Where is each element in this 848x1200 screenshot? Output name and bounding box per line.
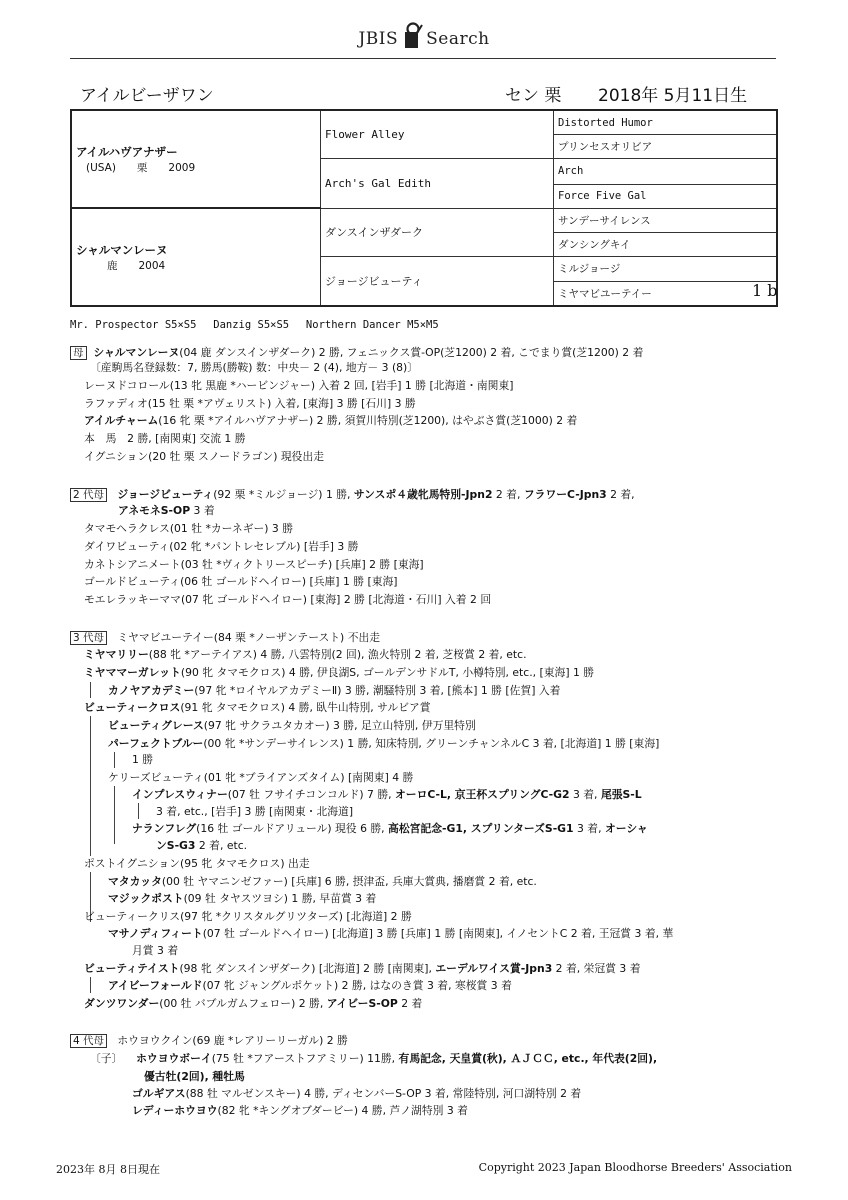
- tdf7-rec1: (00 牡 バブルガムフェロー) 2 勝,: [159, 997, 327, 1010]
- third-dam-ggfoal-1: [132, 788, 642, 802]
- third-dam-foal-5: ビューティークリス(97 牝 *クリスタルグリツターズ) [北海道] 2 勝: [84, 910, 412, 923]
- tdg8-name: アイビーフォールド: [108, 979, 203, 992]
- tdgg1-rec1: (07 牡 フサイチコンコルド) 7 勝,: [227, 788, 395, 801]
- dds: ミルジョージ: [554, 256, 778, 282]
- tdgg2-race3: ンS-G3: [156, 839, 196, 852]
- tdgg2-race: 高松宮記念-G1, スプリンターズS-G1: [388, 822, 574, 835]
- second-dam-rec1: (92 栗 *ミルジョージ) 1 勝,: [213, 488, 354, 501]
- tdg5-rec: (00 牡 ヤマニンゼファー) [兵庫] 6 勝, 摂津盃, 兵庫大賞典, 播磨賞 2 着, etc.: [161, 875, 537, 888]
- third-dam-grandfoal-3: [108, 737, 659, 751]
- tree-line: [90, 716, 91, 856]
- tdgg1-rec2: 3 着,: [569, 788, 601, 801]
- sibling-1: レーヌドコロール(13 牝 黒鹿 *ハービンジャー) 入着 2 回, [岩手] 1 勝 [北海道・南関東]: [84, 379, 514, 392]
- tdg7-name: マサノディフィート: [108, 927, 203, 940]
- horse-name: アイルビーザワン: [80, 86, 214, 106]
- second-dam-rec4: 3 着: [190, 504, 215, 517]
- dam-name-text: シャルマンレーヌ: [93, 346, 180, 359]
- jbis-logo: [0, 22, 848, 50]
- family-number: 1 b: [752, 281, 778, 300]
- sire-dam: Arch's Gal Edith: [321, 159, 554, 209]
- sibling-3-name: アイルチャーム: [84, 414, 159, 427]
- progeny-summary: 〔産駒馬名登録数：7, 勝馬(勝鞍) 数：中央－ 2 (4), 地方－ 3 (8)〕: [90, 361, 419, 374]
- tree-line: [114, 786, 115, 844]
- dam-name: シャルマンレーヌ: [76, 242, 168, 257]
- tdgg1-name: インプレスウィナー: [132, 788, 228, 801]
- tdf1-name: ミヤマリリー: [84, 648, 149, 661]
- fdf3-name: レディーホウヨウ: [132, 1104, 218, 1117]
- third-dam-ggfoal-2: [132, 822, 648, 836]
- sibling-5: イグニション(20 牡 栗 スノードラゴン) 現役出走: [84, 450, 325, 463]
- tdg8-rec: (07 牝 ジャングルポケット) 2 勝, はなのき賞 3 着, 寒桜賞 3 着: [202, 979, 512, 992]
- dam-dam: ジョージビューティ: [321, 256, 554, 306]
- fdf1-name: ホウヨウボーイ: [136, 1052, 212, 1065]
- dam-record: (04 鹿 ダンスインザダーク) 2 勝, フェニックス賞-OP(芝1200) 2 着, こでまり賞(芝1200) 2 着: [179, 346, 644, 359]
- tdg3-name: パーフェクトブルー: [108, 737, 204, 750]
- third-dam-foal-6: [84, 962, 641, 976]
- third-dam-grandfoal-3-cont: 1 勝: [132, 753, 154, 766]
- sdd: Force Five Gal: [554, 184, 778, 208]
- tdgg2-rec3: 2 着, etc.: [195, 839, 248, 852]
- second-dam-foal-5: モエレラッキーママ(07 牝 ゴールドヘイロー) [東海] 2 勝 [北海道・石川] 入着 2 回: [84, 593, 492, 606]
- logo-horse-icon: [400, 22, 424, 50]
- sss: Distorted Humor: [554, 110, 778, 135]
- dam-line: [70, 346, 643, 360]
- pedigree-table: [70, 109, 778, 307]
- ssd: プリンセスオリビア: [554, 135, 778, 159]
- fdf3-rec: (82 牝 *キングオブダービー) 4 勝, 芦ノ湖特別 3 着: [217, 1104, 468, 1117]
- fdf1-races: 有馬記念, 天皇賞(秋), ＡＪＣＣ, etc., 年代表(2回),: [398, 1052, 658, 1065]
- third-dam-foal-3: [84, 701, 431, 715]
- horse-sex-color: セン 栗: [505, 86, 562, 106]
- third-dam-ggfoal-1-cont: 3 着, etc., [岩手] 3 勝 [南関東・北海道]: [156, 805, 354, 818]
- second-dam-rec2: 2 着,: [492, 488, 524, 501]
- tdgg1-race: オーロC-L, 京王杯スプリングC-G2: [394, 788, 570, 801]
- third-dam-record: ミヤマビユーテイー(84 栗 *ノーザンテースト) 不出走: [117, 631, 381, 644]
- tdf7-race: アイビーS-OP: [326, 997, 398, 1010]
- second-dam-race1: サンスポ４歳牝馬特別-Jpn2: [353, 488, 493, 501]
- second-dam-foal-4: ゴールドビューティ(06 牡 ゴールドヘイロー) [兵庫] 1 勝 [東海]: [84, 575, 398, 588]
- third-dam-tag: 3 代母: [70, 631, 107, 645]
- tdf2-rec: (90 牝 タマモクロス) 4 勝, 伊良湖S, ゴールデンサドルT, 小樽特別, etc., [東海] 1 勝: [180, 666, 595, 679]
- dss: サンデーサイレンス: [554, 208, 778, 232]
- sire-cell: [71, 110, 321, 208]
- inbreeding-line: Mr. Prospector S5×S5 Danzig S5×S5 Northern Dancer M5×M5: [70, 319, 439, 331]
- tdf6-rec1: (98 牝 ダンスインザダーク) [北海道] 2 勝 [南関東],: [179, 962, 436, 975]
- second-dam-foal-2: ダイワビューティ(02 牝 *パントレセレブル) [岩手] 3 勝: [84, 540, 359, 553]
- sire-sire: Flower Alley: [321, 110, 554, 159]
- third-dam-grandfoal-6: [108, 892, 376, 906]
- fourth-dam-foal-1: [90, 1052, 657, 1066]
- tree-line: [90, 977, 91, 993]
- sire-name: アイルハヴアナザー: [76, 144, 178, 159]
- third-dam-foal-2: [84, 666, 594, 680]
- tdg5-name: マタカッタ: [108, 875, 162, 888]
- fourth-dam-tag: 4 代母: [70, 1034, 107, 1048]
- fourth-dam-foal-3: [132, 1104, 468, 1118]
- tdg1-rec: (97 牝 *ロイヤルアカデミーⅡ) 3 勝, 潮騒特別 3 着, [熊本] 1 勝 [佐賀] 入着: [194, 684, 561, 697]
- tdf7-name: ダンツワンダー: [84, 997, 160, 1010]
- tdgg2-rec1: (16 牡 ゴールドアリュール) 現役 6 勝,: [196, 822, 389, 835]
- horse-birthdate: 2018年 5月11日生: [598, 86, 748, 106]
- second-dam-line-cont: [118, 504, 215, 518]
- tdgg1-race2: 尾張S-L: [600, 788, 642, 801]
- dam-detail: 鹿 2004: [86, 259, 166, 272]
- fdf1-rec: (75 牡 *フアーストフアミリー) 11勝,: [211, 1052, 399, 1065]
- tdf6-rec2: 2 着, 栄冠賞 3 着: [552, 962, 641, 975]
- tdg1-name: カノヤアカデミー: [108, 684, 195, 697]
- header-divider: [70, 58, 776, 59]
- logo-text-right: Search: [426, 29, 490, 49]
- third-dam-grandfoal-2: [108, 719, 476, 733]
- tdf3-name: ビューティークロス: [84, 701, 181, 714]
- fourth-dam-record: ホウヨウクイン(69 鹿 *レアリーリーガル) 2 勝: [117, 1034, 348, 1047]
- tdf7-rec2: 2 着: [397, 997, 423, 1010]
- dam-tag: 母: [70, 346, 87, 360]
- tdgg2-race2: オーシャ: [604, 822, 648, 835]
- tdf1-rec: (88 牝 *アーテイアス) 4 勝, 八雲特別(2 回), 漁火特別 2 着, 芝桜賞 2 着, etc.: [148, 648, 527, 661]
- child-label: 〔子〕: [90, 1052, 123, 1065]
- fdf2-rec: (88 牡 マルゼンスキー) 4 勝, ディセンバーS-OP 3 着, 常陸特別, 河口湖特別 2 着: [185, 1087, 582, 1100]
- footer-date: 2023年 8月 8日現在: [56, 1163, 160, 1176]
- dsd: ダンシングキイ: [554, 232, 778, 256]
- fourth-dam-foal-2: [132, 1087, 581, 1101]
- sire-detail: (USA) 栗 2009: [86, 161, 196, 174]
- ddd: ミヤマビユーテイー: [554, 282, 778, 307]
- dam-sire: ダンスインザダーク: [321, 208, 554, 256]
- third-dam-foal-7: [84, 997, 422, 1011]
- second-dam-tag: 2 代母: [70, 488, 107, 502]
- tdg2-rec: (97 牝 サクラユタカオー) 3 勝, 足立山特別, 伊万里特別: [203, 719, 476, 732]
- sds: Arch: [554, 159, 778, 185]
- tdg3-rec: (00 牝 *サンデーサイレンス) 1 勝, 知床特別, グリーンチャンネルC 3 着, [北海道] 1 勝 [東海]: [203, 737, 660, 750]
- second-dam-foal-1: タマモヘラクレス(01 牡 *カーネギー) 3 勝: [84, 522, 294, 535]
- tdf3-rec: (91 牝 タマモクロス) 4 勝, 臥牛山特別, サルビア賞: [180, 701, 431, 714]
- third-dam-ggfoal-2-cont: [156, 839, 247, 853]
- third-dam-grandfoal-4: ケリーズビューティ(01 牝 *ブライアンズタイム) [南関東] 4 勝: [108, 771, 414, 784]
- third-dam-foal-1: [84, 648, 527, 662]
- second-dam-name: ジョージビューティ: [117, 488, 214, 501]
- third-dam-grandfoal-8: [108, 979, 512, 993]
- third-dam-grandfoal-5: [108, 875, 537, 889]
- tdf2-name: ミヤママーガレット: [84, 666, 181, 679]
- third-dam-grandfoal-1: [108, 684, 560, 698]
- sibling-3-record: (16 牝 栗 *アイルハヴアナザー) 2 勝, 須賀川特別(芝1200), はやぶさ賞(芝1000) 2 着: [158, 414, 578, 427]
- third-dam-grandfoal-7-cont: 月賞 3 着: [132, 944, 179, 957]
- second-dam-race2: フラワーC-Jpn3: [523, 488, 607, 501]
- tdg2-name: ビューティグレース: [108, 719, 204, 732]
- logo-text-left: JBIS: [358, 29, 399, 49]
- third-dam-foal-4: ポストイグニション(95 牝 タマモクロス) 出走: [84, 857, 310, 870]
- second-dam-line: [70, 488, 635, 502]
- tdgg2-rec2: 3 着,: [573, 822, 605, 835]
- second-dam-rec3: 2 着,: [606, 488, 635, 501]
- tdg7-rec: (07 牡 ゴールドヘイロー) [北海道] 3 勝 [兵庫] 1 勝 [南関東], イノセントC 2 着, 王冠賞 3 着, 華: [202, 927, 674, 940]
- tdf6-race: エーデルワイス賞-Jpn3: [435, 962, 553, 975]
- tdgg2-name: ナランフレグ: [132, 822, 197, 835]
- fdf2-name: ゴルギアス: [132, 1087, 186, 1100]
- third-dam-grandfoal-7: [108, 927, 673, 941]
- tree-line: [138, 803, 139, 819]
- third-dam-line: [70, 631, 380, 645]
- sibling-2: ラファディオ(15 牡 栗 *アヴェリスト) 入着, [東海] 3 勝 [石川] 3 勝: [84, 397, 416, 410]
- fourth-dam-foal-1-cont: 優古牡(2回), 種牡馬: [144, 1070, 245, 1083]
- tdf6-name: ビューティテイスト: [84, 962, 180, 975]
- footer-copyright: Copyright 2023 Japan Bloodhorse Breeders' Association: [478, 1161, 792, 1174]
- tree-line: [114, 752, 115, 768]
- sibling-3: [84, 414, 577, 428]
- dam-cell: [71, 208, 321, 306]
- tree-line: [90, 682, 91, 698]
- tdg6-name: マジックポスト: [108, 892, 184, 905]
- fourth-dam-line: [70, 1034, 348, 1048]
- second-dam-foal-3: カネトシアニメート(03 牡 *ヴィクトリースピーチ) [兵庫] 2 勝 [東海]: [84, 558, 424, 571]
- this-horse: 本 馬 2 勝, [南関東] 交流 1 勝: [84, 432, 246, 445]
- tdg6-rec: (09 牡 タヤスツヨシ) 1 勝, 早苗賞 3 着: [183, 892, 377, 905]
- second-dam-race3: アネモネS-OP: [118, 504, 191, 517]
